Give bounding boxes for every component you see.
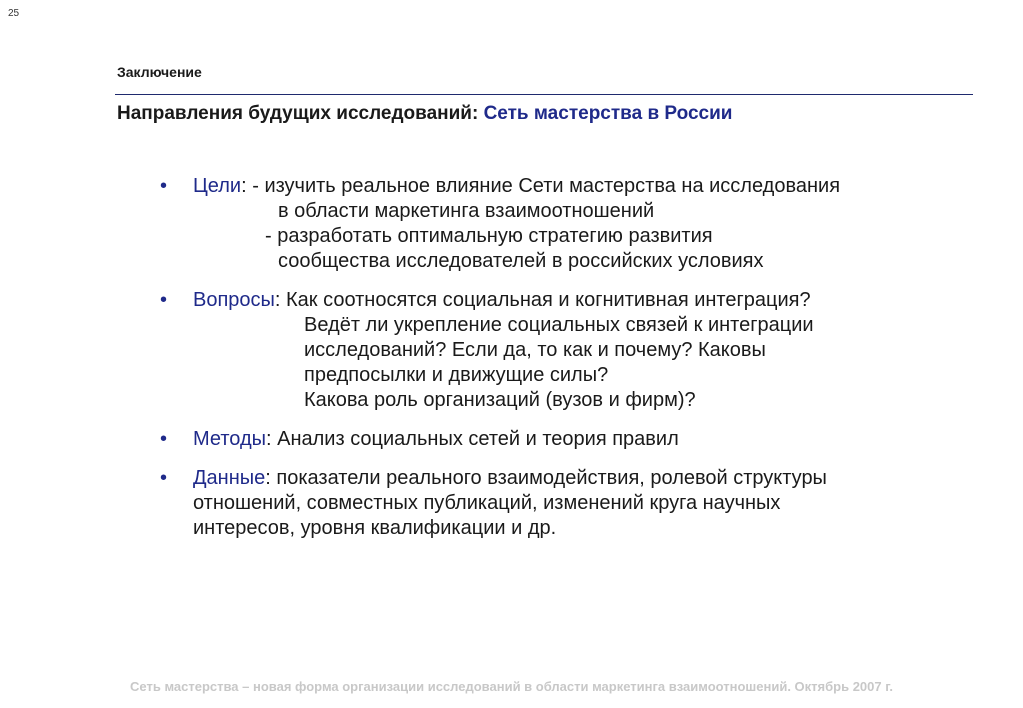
methods-line: Методы: Анализ социальных сетей и теория правил <box>193 428 679 450</box>
questions-line-4: предпосылки и движущие силы? <box>304 364 609 386</box>
goals-line-3: - разработать оптимальную стратегию развития <box>265 225 713 247</box>
section-label: Заключение <box>117 64 202 80</box>
data-line-3: интересов, уровня квалификации и др. <box>193 517 557 539</box>
bullet-methods <box>160 427 980 452</box>
data-line-1: Данные: показатели реального взаимодействия, ролевой структуры <box>193 467 827 489</box>
goals-line-2: в области маркетинга взаимоотношений <box>278 200 655 222</box>
title-highlight: Сеть мастерства в России <box>483 103 733 124</box>
title-divider <box>115 94 973 95</box>
title-prefix: Направления будущих исследований: <box>117 103 479 124</box>
bullet-goals <box>160 174 980 274</box>
data-term: Данные <box>193 467 266 489</box>
bullet-dot: • <box>160 467 168 489</box>
slide-title <box>117 103 732 125</box>
page-number: 25 <box>8 8 20 19</box>
questions-line-1: Вопросы: Как соотносятся социальная и когнитивная интеграция? <box>193 289 811 311</box>
questions-term: Вопросы <box>193 289 275 311</box>
bullet-questions <box>160 288 980 413</box>
bullet-list <box>160 174 980 541</box>
bullet-dot: • <box>160 428 168 450</box>
questions-line-3: исследований? Если да, то как и почему? Каковы <box>304 339 766 361</box>
bullet-dot: • <box>160 289 168 311</box>
bullet-data <box>160 466 980 541</box>
goals-line-1: Цели: - изучить реальное влияние Сети мастерства на исследования <box>193 175 841 197</box>
bullet-dot: • <box>160 175 168 197</box>
data-line-2: отношений, совместных публикаций, изменений круга научных <box>193 492 781 514</box>
questions-line-5: Какова роль организаций (вузов и фирм)? <box>304 389 696 411</box>
footer-text: Сеть мастерства – новая форма организации исследований в области маркетинга взаимоотношений. Октябрь 2007 г. <box>130 679 893 694</box>
goals-line-4: сообщества исследователей в российских условиях <box>278 250 764 272</box>
questions-line-2: Ведёт ли укрепление социальных связей к интеграции <box>304 314 814 336</box>
goals-term: Цели <box>193 175 242 197</box>
methods-term: Методы <box>193 428 267 450</box>
